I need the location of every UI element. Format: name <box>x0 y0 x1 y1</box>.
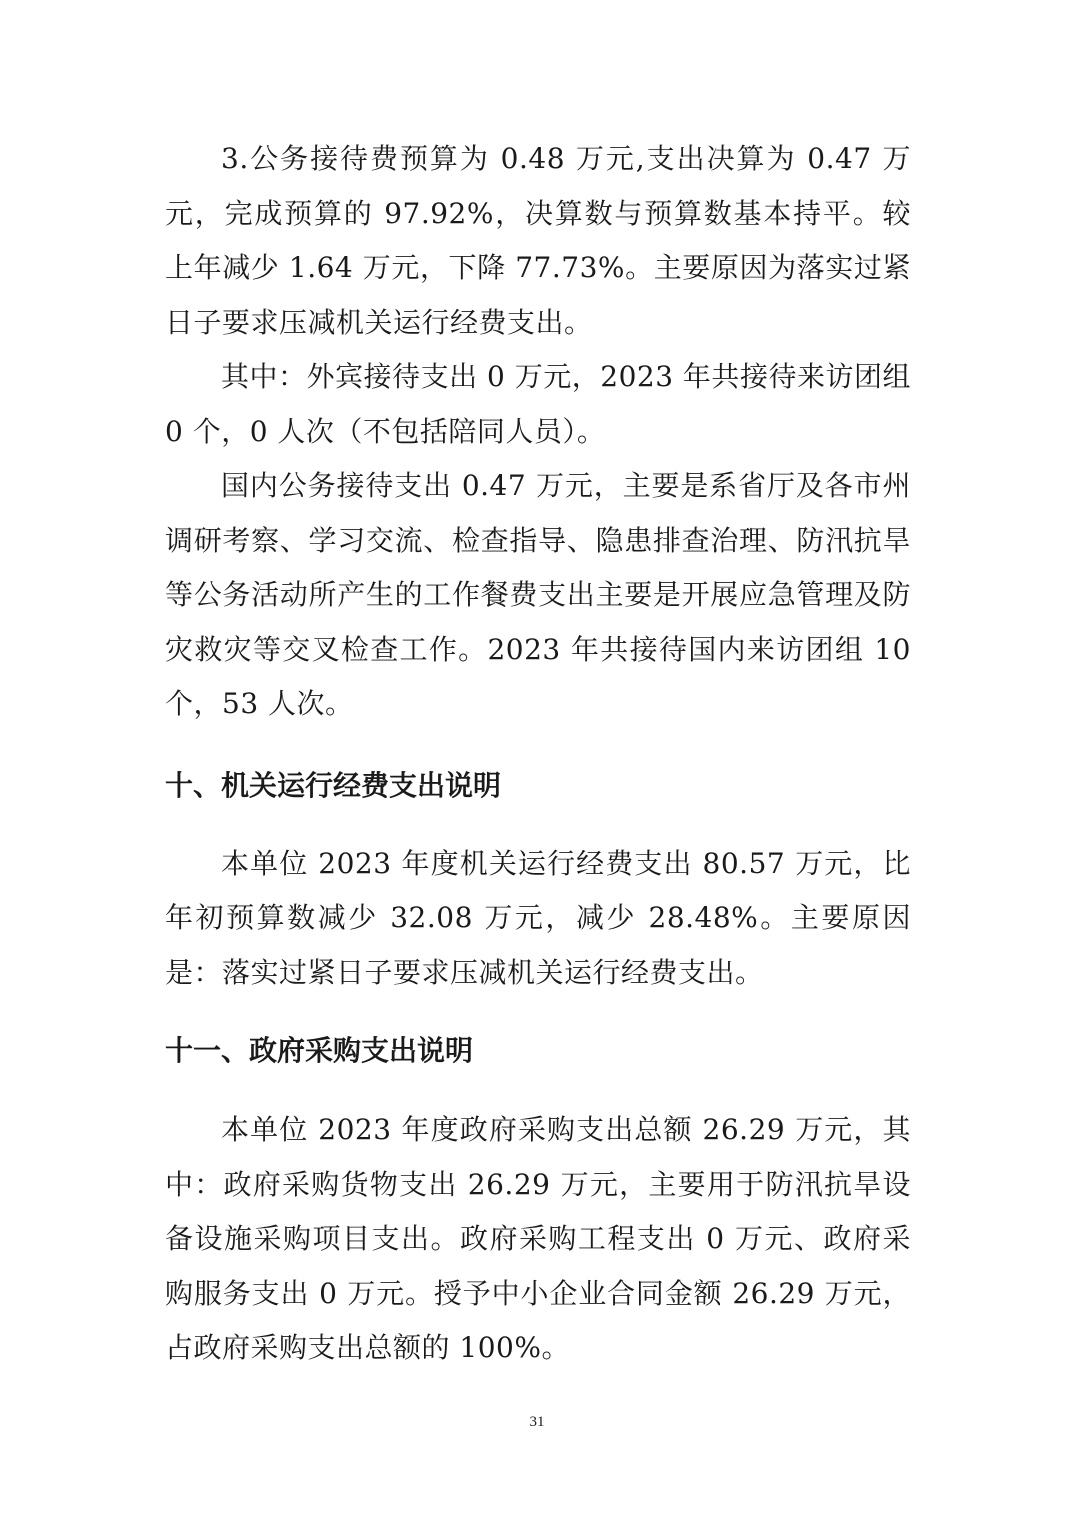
page-content <box>165 132 911 1376</box>
reception-expense-paragraph: 3.公务接待费预算为 0.48 万元,支出决算为 0.47 万元，完成预算的 97.92%，决算数与预算数基本持平。较上年减少 1.64 万元，下降 77.73%。主要原因为落实过紧日子要求压减机关运行经费支出。 <box>165 142 911 339</box>
section-11-heading: 十一、政府采购支出说明 <box>165 1034 474 1067</box>
domestic-reception-paragraph: 国内公务接待支出 0.47 万元，主要是系省厅及各市州调研考察、学习交流、检查指导、隐患排查治理、防汛抗旱等公务活动所产生的工作餐费支出主要是开展应急管理及防灾救灾等交叉检查工作。2023 年共接待国内来访团组 10 个，53 人次。 <box>165 469 911 720</box>
section-10-heading: 十、机关运行经费支出说明 <box>165 768 502 802</box>
section-10-body: 本单位 2023 年度机关运行经费支出 80.57 万元，比年初预算数减少 32.08 万元，减少 28.48%。主要原因是：落实过紧日子要求压减机关运行经费支出。 <box>165 846 911 989</box>
section-11-body: 本单位 2023 年度政府采购支出总额 26.29 万元，其中：政府采购货物支出 26.29 万元，主要用于防汛抗旱设备设施采购项目支出。政府采购工程支出 0 万元、政府采购服务支出 0 万元。授予中小企业合同金额 26.29 万元，占政府采购支出总额的 100%。 <box>165 1113 911 1364</box>
page-number: 31 <box>529 1414 545 1430</box>
foreign-reception-paragraph: 其中：外宾接待支出 0 万元，2023 年共接待来访团组 0 个，0 人次（不包括陪同人员）。 <box>165 360 911 448</box>
